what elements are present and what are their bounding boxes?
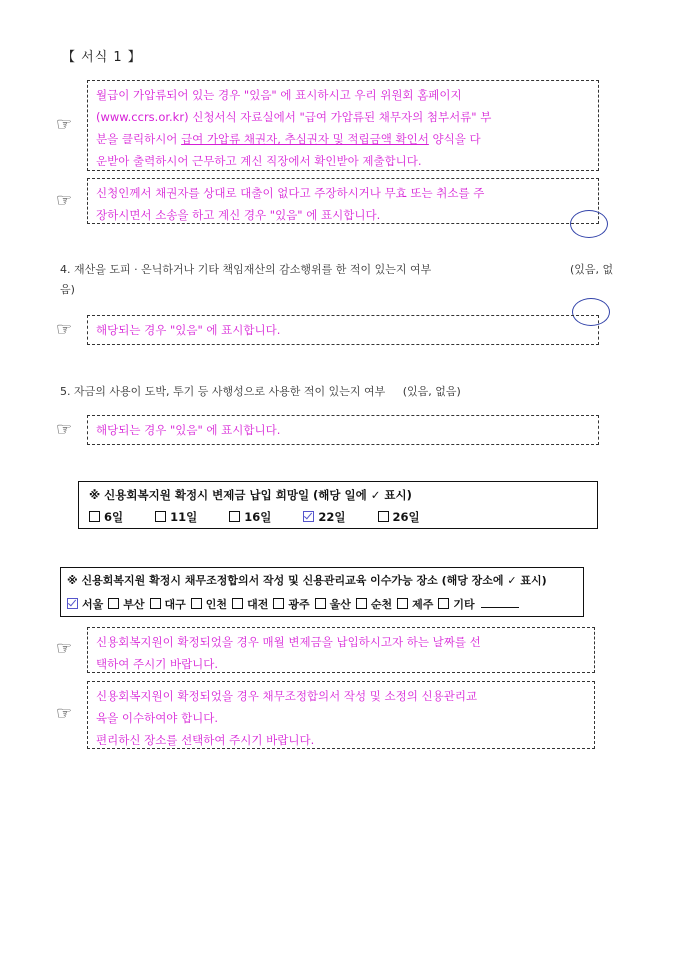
checkbox-icon[interactable] xyxy=(108,598,119,609)
payment-day-option[interactable] xyxy=(155,509,197,525)
checkbox-icon[interactable] xyxy=(273,598,284,609)
payment-day-option-label: 11일 xyxy=(170,510,198,524)
note-line: (www.ccrs.or.kr) 신청서식 자료실에서 "급여 가압류된 채무자의 첨부서류" 부 xyxy=(96,110,492,124)
note-location xyxy=(87,681,595,749)
checkbox-icon[interactable] xyxy=(191,598,202,609)
checkbox-icon[interactable] xyxy=(356,598,367,609)
payment-day-option[interactable] xyxy=(303,509,345,525)
location-options xyxy=(67,596,577,612)
question-5-options[interactable]: (있음, 없음) xyxy=(402,385,461,398)
note-line: 신용회복지원이 확정되었을 경우 매월 변제금을 납입하시고자 하는 날짜를 선 xyxy=(96,635,481,649)
location-option[interactable] xyxy=(108,596,144,612)
form-label: 【 서식 1 】 xyxy=(62,50,142,65)
location-box xyxy=(60,567,584,617)
pointing-hand-icon: ☞ xyxy=(56,319,73,340)
checkbox-icon[interactable] xyxy=(397,598,408,609)
pointing-hand-icon: ☞ xyxy=(56,419,73,440)
note-line: 해당되는 경우 "있음" 에 표시합니다. xyxy=(96,323,281,337)
location-option-label: 순천 xyxy=(370,598,393,611)
note-text: 분을 클릭하시어 xyxy=(96,132,182,146)
note-line: 해당되는 경우 "있음" 에 표시합니다. xyxy=(96,423,281,437)
location-option-label: 제주 xyxy=(412,598,434,611)
note-line: 운받아 출력하시어 근무하고 계신 직장에서 확인받아 제출합니다. xyxy=(96,154,422,168)
location-option-label: 부산 xyxy=(123,598,145,611)
payment-day-option[interactable] xyxy=(89,509,123,525)
location-title: ※ 신용회복지원 확정시 채무조정합의서 작성 및 신용관리교육 이수가능 장소 (해당 장소에 ✓ 표시) xyxy=(67,574,547,587)
pointing-hand-icon: ☞ xyxy=(56,114,73,135)
payment-day-option[interactable] xyxy=(378,509,420,525)
checked-checkbox-icon[interactable] xyxy=(303,511,314,522)
payment-day-option[interactable] xyxy=(229,509,271,525)
note-underlined-form-name: 급여 가압류 채권자, 추심권자 및 적립금액 확인서 xyxy=(181,132,429,146)
question-4-options[interactable]: (있음, 없 xyxy=(570,263,614,276)
question-4 xyxy=(60,260,620,300)
checkbox-icon[interactable] xyxy=(150,598,161,609)
checkbox-icon[interactable] xyxy=(232,598,243,609)
location-option[interactable] xyxy=(315,596,351,612)
question-5 xyxy=(60,382,620,402)
payment-day-options xyxy=(89,509,587,525)
location-option-label: 인천 xyxy=(205,598,228,611)
location-option-label: 광주 xyxy=(288,598,310,611)
note-line: 장하시면서 소송을 하고 계신 경우 "있음" 에 표시합니다. xyxy=(96,208,381,222)
payment-day-box xyxy=(78,481,598,529)
location-option-label: 울산 xyxy=(329,598,351,611)
location-option[interactable] xyxy=(150,596,186,612)
location-option[interactable] xyxy=(438,596,518,612)
payment-day-option-label: 6일 xyxy=(104,510,124,524)
payment-day-title: ※ 신용회복지원 확정시 변제금 납입 희망일 (해당 일에 ✓ 표시) xyxy=(89,488,412,502)
note-line: 월급이 가압류되어 있는 경우 "있음" 에 표시하시고 우리 위원회 홈페이지 xyxy=(96,88,462,102)
checkbox-icon[interactable] xyxy=(155,511,166,522)
note-line: 육을 이수하여야 합니다. xyxy=(96,711,219,725)
location-option[interactable] xyxy=(356,596,392,612)
checkbox-icon[interactable] xyxy=(315,598,326,609)
note-salary-garnishment xyxy=(87,80,599,171)
question-4-options-cont: 음) xyxy=(60,283,75,296)
pointing-hand-icon: ☞ xyxy=(56,703,73,724)
pointing-hand-icon: ☞ xyxy=(56,638,73,659)
note-line: 택하여 주시기 바랍니다. xyxy=(96,657,219,671)
note-q5 xyxy=(87,415,599,445)
location-option-label: 대전 xyxy=(247,598,269,611)
payment-day-option-label: 16일 xyxy=(244,510,272,524)
location-option[interactable] xyxy=(232,596,268,612)
question-4-text: 4. 재산을 도피 · 은닉하거나 기타 책임재산의 감소행위를 한 적이 있는지 여부 xyxy=(60,263,432,276)
location-option-label: 서울 xyxy=(82,598,104,611)
payment-day-option-label: 26일 xyxy=(392,510,420,524)
ink-circle-mark xyxy=(570,210,608,238)
note-line: 편리하신 장소를 선택하여 주시기 바랍니다. xyxy=(96,733,315,747)
payment-day-option-label: 22일 xyxy=(318,510,346,524)
other-location-blank[interactable] xyxy=(481,597,519,608)
checkbox-icon[interactable] xyxy=(89,511,100,522)
checked-checkbox-icon[interactable] xyxy=(67,598,78,609)
checkbox-icon[interactable] xyxy=(378,511,389,522)
location-option[interactable] xyxy=(273,596,309,612)
note-text: 양식을 다 xyxy=(428,132,481,146)
location-option[interactable] xyxy=(191,596,227,612)
question-5-text: 5. 자금의 사용이 도박, 투기 등 사행성으로 사용한 적이 있는지 여부 xyxy=(60,385,386,398)
checkbox-icon[interactable] xyxy=(229,511,240,522)
location-option[interactable] xyxy=(397,596,433,612)
note-lawsuit xyxy=(87,178,599,224)
location-option-label: 대구 xyxy=(164,598,186,611)
pointing-hand-icon: ☞ xyxy=(56,190,73,211)
note-line: 신청인께서 채권자를 상대로 대출이 없다고 주장하시거나 무효 또는 취소를 주 xyxy=(96,186,485,200)
checkbox-icon[interactable] xyxy=(438,598,449,609)
note-q4 xyxy=(87,315,599,345)
note-payment-day xyxy=(87,627,595,673)
location-option-label: 기타 xyxy=(453,598,475,611)
note-line: 신용회복지원이 확정되었을 경우 채무조정합의서 작성 및 소정의 신용관리교 xyxy=(96,689,478,703)
location-option[interactable] xyxy=(67,596,103,612)
